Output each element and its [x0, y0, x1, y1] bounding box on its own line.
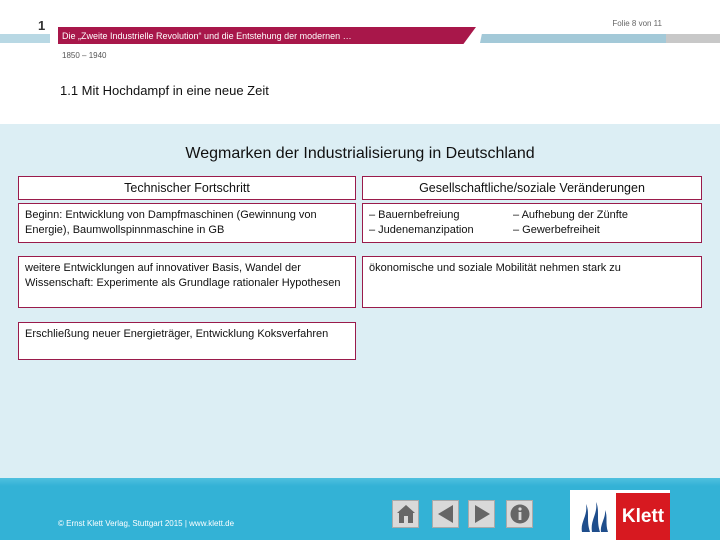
social-changes-col2: – Aufhebung der Zünfte – Gewerbefreiheit: [513, 209, 628, 236]
social-changes-col1: – Bauernbefreiung – Judenemanzipation: [369, 209, 474, 236]
arrow-left-icon: [435, 503, 457, 525]
column-header-technischer-fortschritt: Technischer Fortschritt: [18, 176, 356, 200]
section-title: 1.1 Mit Hochdampf in eine neue Zeit: [60, 83, 269, 98]
text-box-weitere-entwicklungen: weitere Entwicklungen auf innovativer Basis, Wandel der Wissenschaft: Experimente als Grundlage rationaler Hypothesen: [18, 256, 356, 308]
column-header-gesellschaftliche-veraenderungen: Gesellschaftliche/soziale Veränderungen: [362, 176, 702, 200]
info-icon: [509, 503, 531, 525]
copyright-text: © Ernst Klett Verlag, Stuttgart 2015 | www.klett.de: [58, 519, 235, 528]
klett-symbol-icon: [574, 496, 614, 536]
date-range: 1850 – 1940: [62, 51, 107, 60]
chapter-number: 1: [38, 18, 46, 33]
info-button[interactable]: [506, 500, 533, 528]
home-button[interactable]: [392, 500, 419, 528]
right-accent-bar: [480, 34, 666, 43]
text-box-energietraeger: Erschließung neuer Energieträger, Entwicklung Koksverfahren: [18, 322, 356, 360]
klett-logo-text: Klett: [616, 493, 670, 540]
previous-button[interactable]: [432, 500, 459, 528]
arrow-right-icon: [471, 503, 493, 525]
left-accent-bar: [0, 34, 50, 43]
next-button[interactable]: [468, 500, 495, 528]
gray-accent-bar: [666, 34, 720, 43]
home-icon: [395, 503, 417, 525]
slide-counter: Folie 8 von 11: [612, 19, 662, 28]
main-heading: Wegmarken der Industrialisierung in Deutschland: [185, 145, 535, 162]
text-box-beginn: Beginn: Entwicklung von Dampfmaschinen (Gewinnung von Energie), Baumwollspinnmaschine in GB: [18, 203, 356, 243]
text-box-mobilitaet: ökonomische und soziale Mobilität nehmen stark zu: [362, 256, 702, 308]
slide-title: Die „Zweite Industrielle Revolution“ und die Entstehung der modernen …: [62, 31, 352, 41]
text-box-social-changes: [362, 203, 702, 243]
